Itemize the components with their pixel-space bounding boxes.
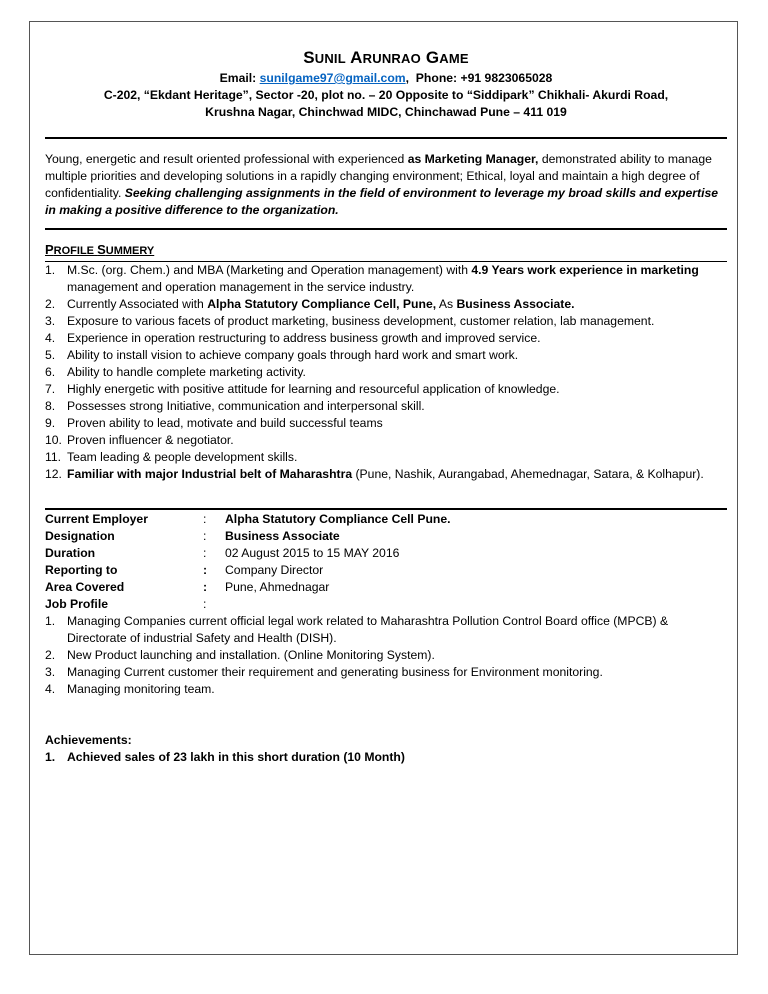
field-label: Designation (45, 529, 115, 543)
name-middle: ARUNRAO (350, 48, 421, 67)
item-number: 4. (45, 331, 56, 345)
item-number: 5. (45, 348, 56, 362)
item-number: 8. (45, 399, 56, 413)
contact-line: Email: sunilgame97@gmail.com, Phone: +91 9823065028 (219, 71, 553, 85)
item-number: 1. (45, 614, 56, 628)
list-item (45, 381, 727, 398)
summary-goal: Seeking challenging assignments in the field of environment to leverage my broad skills and expertise in making a positive difference to the organization. (45, 186, 719, 217)
item-text: Proven ability to lead, motivate and build successful teams (67, 416, 383, 430)
phone: Phone: +91 9823065028 (415, 71, 553, 85)
summary-text-1: Young, energetic and result oriented professional with experienced (45, 152, 408, 166)
employment-row (45, 596, 727, 613)
email-label: Email: (219, 71, 257, 85)
email-link[interactable]: sunilgame97@gmail.com (259, 71, 406, 85)
list-item (45, 313, 727, 330)
list-item (45, 681, 727, 698)
field-colon: : (203, 563, 208, 577)
item-text: Achieved sales of 23 lakh in this short duration (10 Month) (67, 750, 405, 764)
list-item (45, 664, 727, 681)
achievements-heading: Achievements: (45, 733, 132, 747)
job-profile-list (45, 613, 727, 698)
list-item (45, 296, 727, 313)
list-item (45, 613, 727, 647)
item-number: 3. (45, 314, 56, 328)
name-first: SUNIL (303, 48, 346, 67)
item-number: 9. (45, 416, 56, 430)
employment-row (45, 528, 727, 545)
list-item (45, 347, 727, 364)
list-item (45, 330, 727, 347)
item-text: Ability to handle complete marketing activity. (67, 365, 306, 379)
item-number: 12. (45, 467, 62, 481)
item-text: management and operation management in the service industry. (67, 280, 415, 294)
name-last: GAME (425, 48, 469, 67)
profile-summary-list (45, 262, 727, 483)
item-number: 2. (45, 648, 56, 662)
field-value: Company Director (225, 563, 324, 577)
field-colon: : (203, 546, 207, 560)
field-label: Current Employer (45, 512, 148, 526)
employment-row (45, 511, 727, 528)
field-colon: : (203, 529, 207, 543)
field-colon: : (203, 512, 207, 526)
divider (45, 508, 727, 510)
item-text: M.Sc. (org. Chem.) and MBA (Marketing and Operation management) with (67, 263, 472, 277)
list-item (45, 749, 727, 766)
field-value: 02 August 2015 to 15 MAY 2016 (225, 546, 400, 560)
list-item (45, 398, 727, 415)
list-item (45, 432, 727, 449)
employment-row (45, 545, 727, 562)
list-item (45, 415, 727, 432)
employment-row (45, 579, 727, 596)
item-highlight: Familiar with major Industrial belt of Maharashtra (67, 467, 353, 481)
item-text: Currently Associated with (67, 297, 208, 311)
item-highlight: Business Associate. (456, 297, 575, 311)
field-label: Job Profile (45, 597, 108, 611)
employment-row (45, 562, 727, 579)
item-text: As (436, 297, 457, 311)
item-number: 1. (45, 750, 56, 764)
field-colon: : (203, 580, 208, 594)
field-value: Business Associate (225, 529, 340, 543)
field-label: Area Covered (45, 580, 125, 594)
item-number: 2. (45, 297, 56, 311)
item-highlight: Alpha Statutory Compliance Cell, Pune, (207, 297, 437, 311)
item-number: 6. (45, 365, 56, 379)
field-value: Pune, Ahmednagar (225, 580, 330, 594)
item-text: Team leading & people development skills. (67, 450, 298, 464)
list-item (45, 262, 727, 296)
resume-content (45, 45, 727, 766)
summary-text-2: demonstrated ability to manage multiple priorities and developing solutions in a rapidly changing environment; Ethical, loyal and maintain a high degree of confidentiality. (45, 152, 712, 200)
list-item (45, 449, 727, 466)
item-number: 7. (45, 382, 56, 396)
list-item (45, 364, 727, 381)
field-label: Duration (45, 546, 96, 560)
item-text: Managing Companies current official legal work related to Maharashtra Pollution Control Board office (MPCB) & Directorate of industrial Safety and Health (DISH). (67, 614, 669, 645)
divider (45, 137, 727, 139)
item-number: 11. (45, 450, 62, 464)
employment-details (45, 511, 727, 613)
list-item (45, 466, 727, 483)
field-label: Reporting to (45, 563, 118, 577)
item-text: Experience in operation restructuring to address business growth and improved service. (67, 331, 541, 345)
item-number: 3. (45, 665, 56, 679)
item-text: Exposure to various facets of product marketing, business development, customer relation, lab management. (67, 314, 655, 328)
field-value: Alpha Statutory Compliance Cell Pune. (225, 512, 451, 526)
item-number: 10. (45, 433, 62, 447)
address-line-2: Krushna Nagar, Chinchwad MIDC, Chinchawad Pune – 411 019 (205, 105, 567, 119)
career-objective (45, 151, 727, 219)
item-text: Ability to install vision to achieve company goals through hard work and smart work. (67, 348, 519, 362)
item-number: 1. (45, 263, 56, 277)
item-highlight: 4.9 Years work experience in marketing (471, 263, 699, 277)
divider (45, 228, 727, 230)
field-colon: : (203, 597, 207, 611)
achievements-list (45, 749, 727, 766)
item-text: Proven influencer & negotiator. (67, 433, 234, 447)
address-line-1: C-202, “Ekdant Heritage”, Sector -20, plot no. – 20 Opposite to “Siddipark” Chikhali- Akurdi Road, (103, 88, 669, 102)
candidate-name (45, 45, 727, 70)
item-text: Managing monitoring team. (67, 682, 215, 696)
item-text: New Product launching and installation. (Online Monitoring System). (67, 648, 435, 662)
item-text: (Pune, Nashik, Aurangabad, Ahemednagar, Satara, & Kolhapur). (352, 467, 704, 481)
item-text: Possesses strong Initiative, communication and interpersonal skill. (67, 399, 425, 413)
item-text: Managing Current customer their requirement and generating business for Environment monitoring. (67, 665, 603, 679)
item-number: 4. (45, 682, 56, 696)
item-text: Highly energetic with positive attitude for learning and resourceful application of knowledge. (67, 382, 560, 396)
list-item (45, 647, 727, 664)
profile-summary-heading: PROFILE SUMMERY (45, 242, 155, 257)
summary-role: as Marketing Manager, (407, 152, 539, 166)
